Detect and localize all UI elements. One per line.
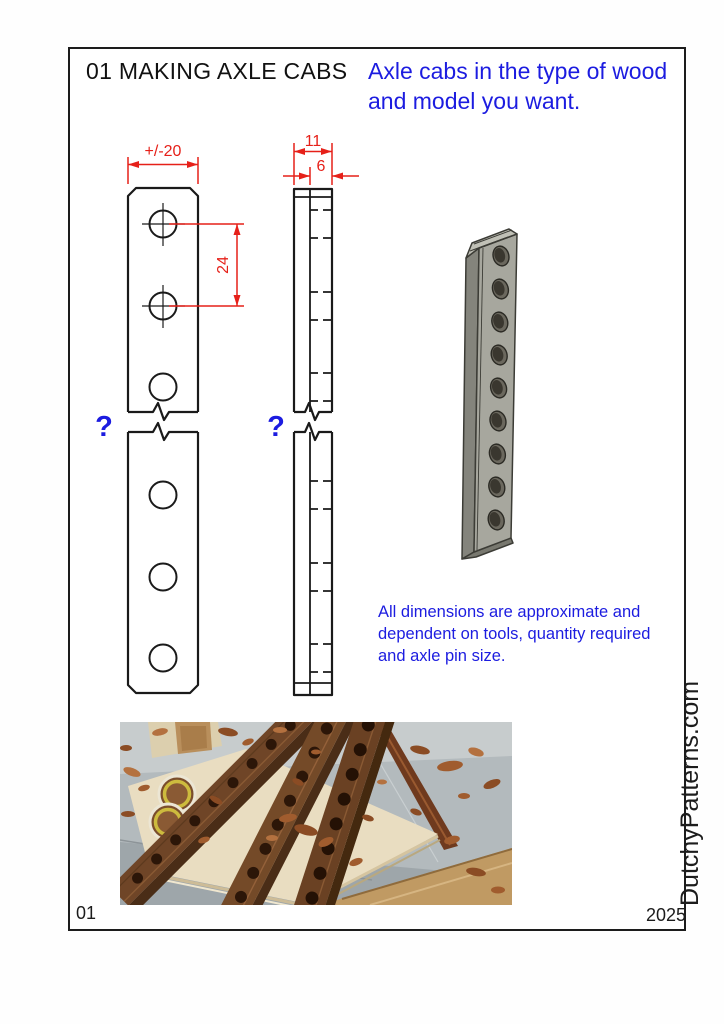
note-line-2: dependent on tools, quantity required: [378, 625, 651, 643]
dim-hole-spacing-label: 24: [215, 256, 232, 274]
side-view-lower: [294, 423, 332, 695]
note-line-1: All dimensions are approximate and: [378, 603, 641, 621]
isometric-view: [462, 229, 517, 559]
subtitle-line-1: Axle cabs in the type of wood: [368, 58, 668, 84]
dim-width-label: +/-20: [144, 143, 182, 160]
dim-thickness-label: 11: [304, 133, 322, 150]
question-mark-front: ?: [95, 411, 113, 443]
subtitle-line-2: and model you want.: [368, 88, 581, 114]
side-view-upper: [294, 189, 332, 420]
front-view-lower: [128, 423, 198, 693]
dimension-width: [128, 143, 198, 184]
front-view-upper: [128, 188, 198, 420]
dimension-note: [378, 601, 650, 667]
website-label: DutchyPatterns.com: [676, 680, 704, 906]
year-label: 2025: [645, 905, 686, 925]
page-title: 01 MAKING AXLE CABS: [86, 58, 348, 84]
page-number: 01: [76, 903, 97, 923]
workshop-photo: [120, 722, 512, 905]
question-mark-side: ?: [267, 411, 285, 443]
note-line-3: and axle pin size.: [378, 647, 506, 665]
dim-hole-depth-label: 6: [316, 158, 326, 175]
